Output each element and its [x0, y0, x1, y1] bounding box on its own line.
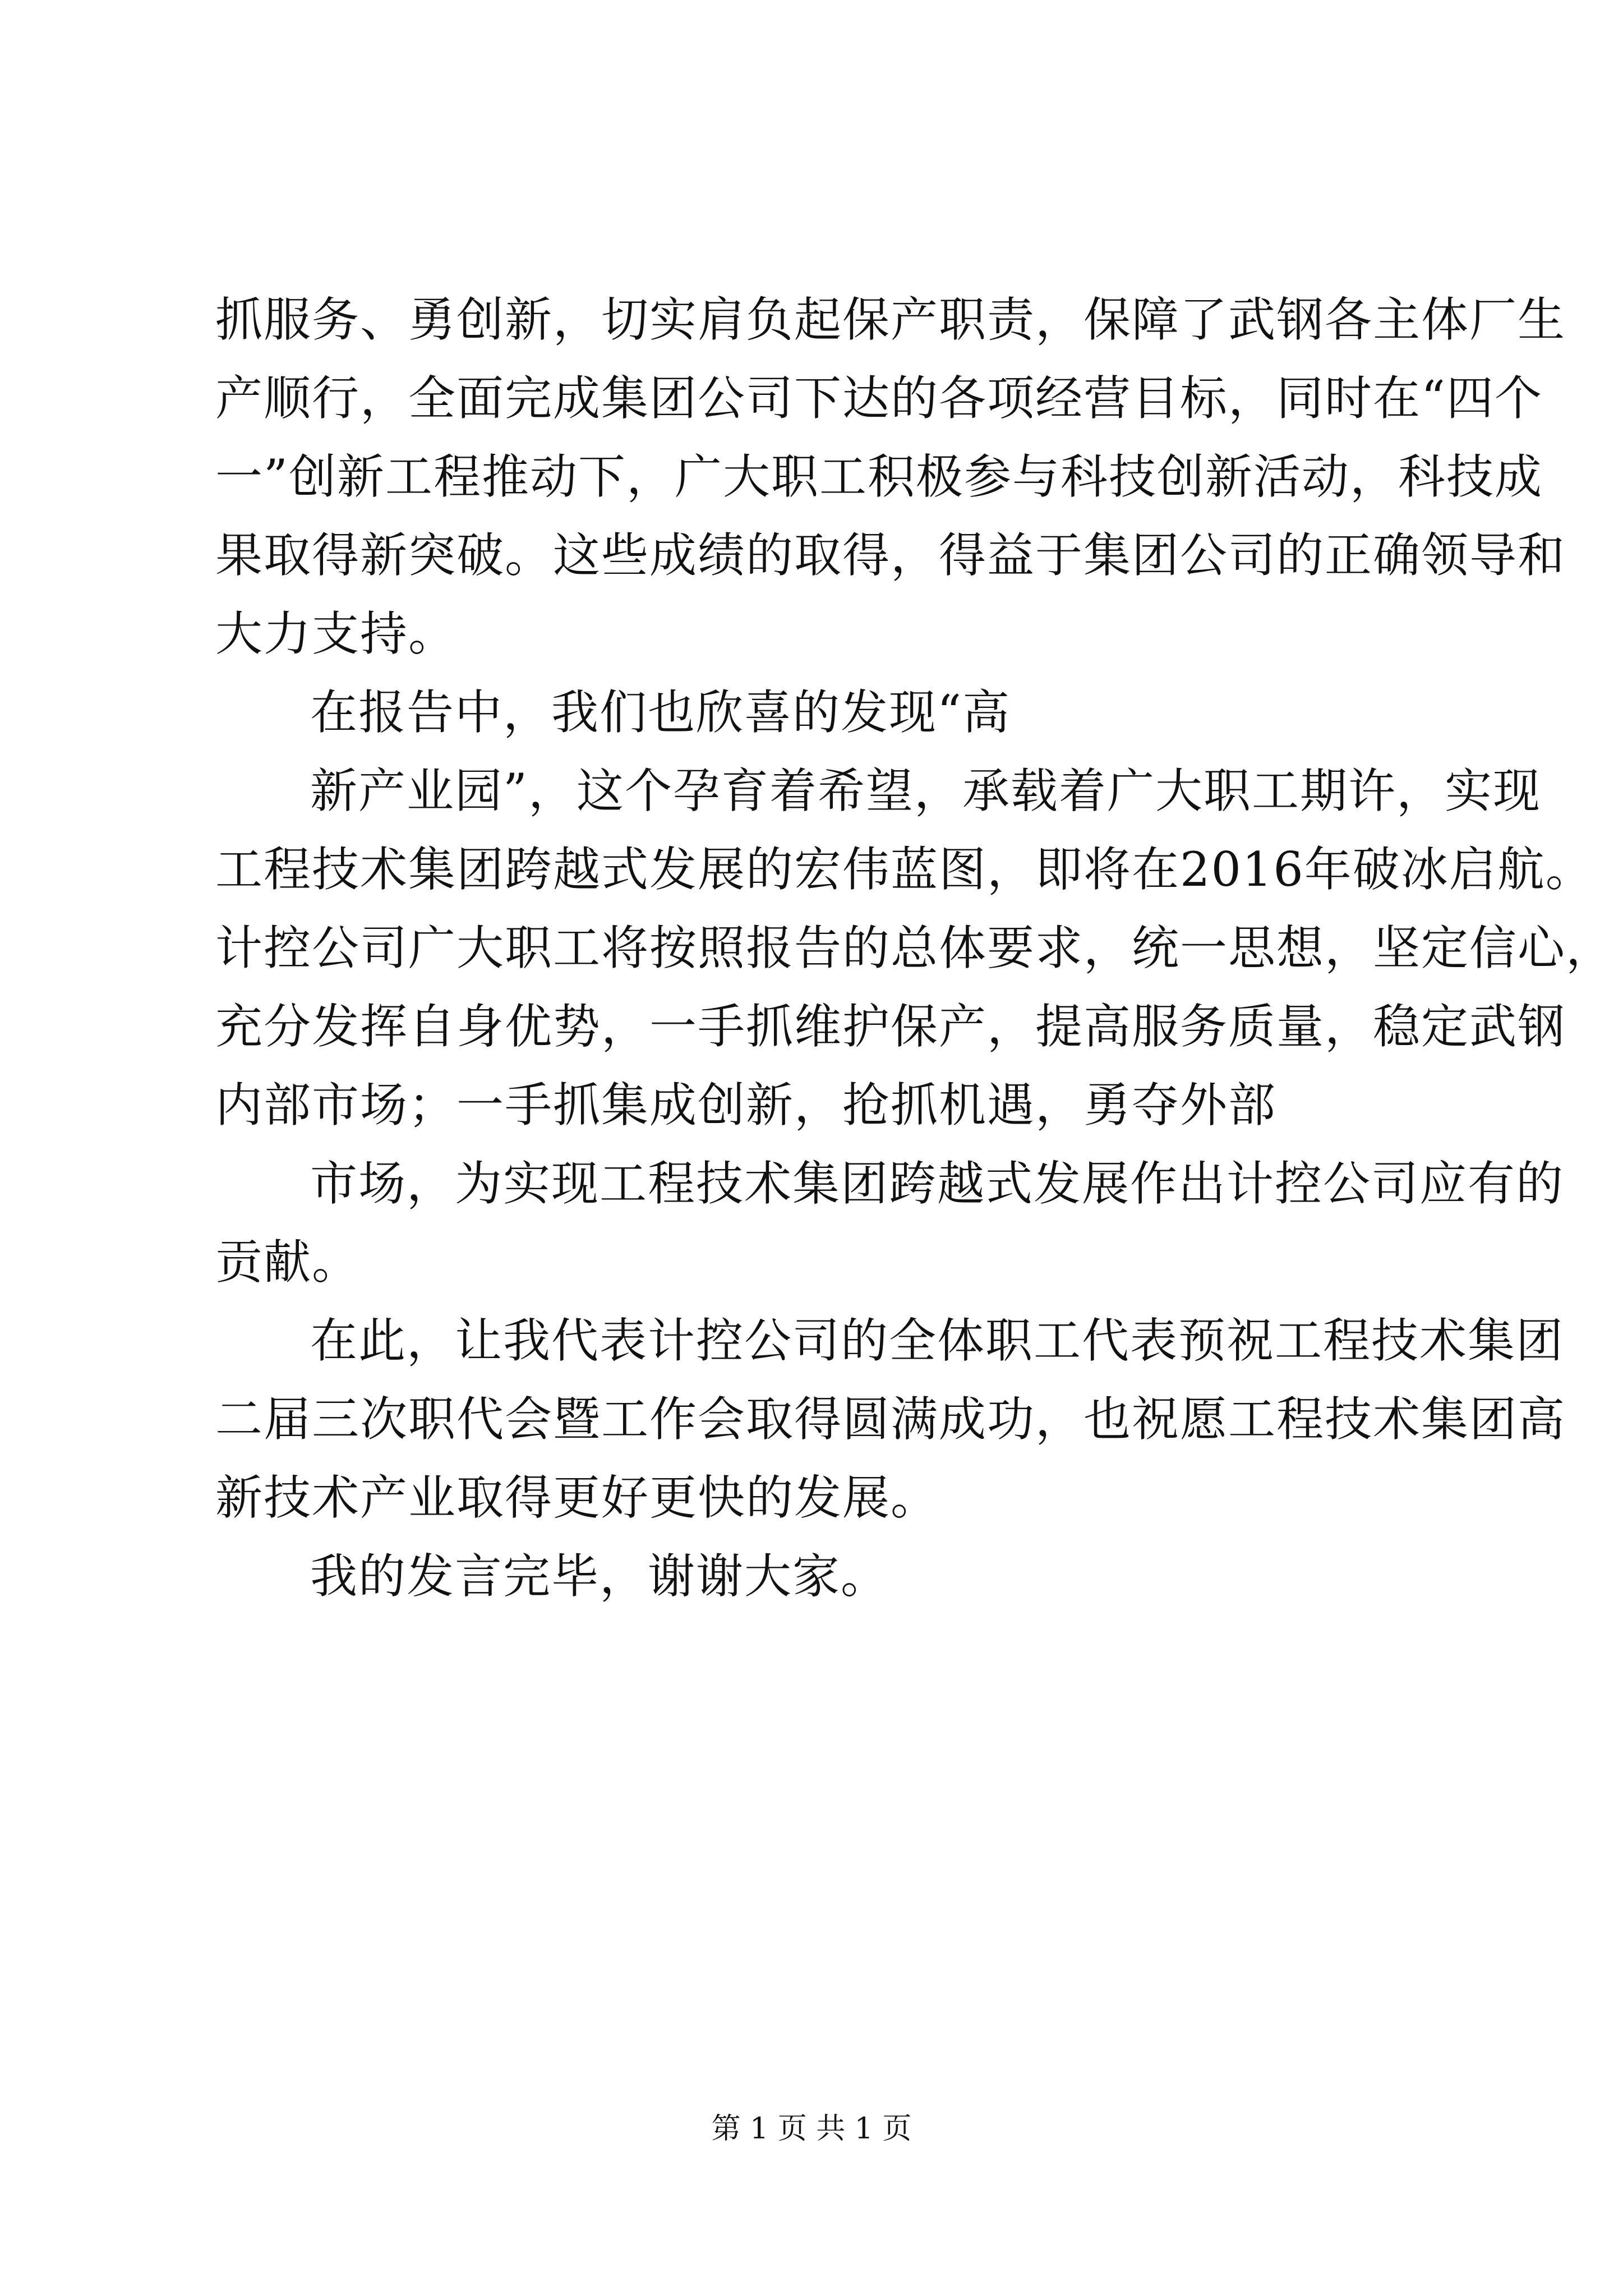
paragraph-line: 一”创新工程推动下，广大职工积极参与科技创新活动，科技成 [215, 449, 1543, 504]
paragraph-line: 在此，让我代表计控公司的全体职工代表预祝工程技术集团 [310, 1313, 1565, 1368]
paragraph-line: 内部市场；一手抓集成创新，抢抓机遇，勇夺外部 [215, 1078, 1277, 1133]
paragraph-line: 大力支持。 [215, 606, 457, 661]
paragraph-line: 新技术产业取得更好更快的发展。 [215, 1470, 939, 1525]
paragraph-line: 二届三次职代会暨工作会取得圆满成功，也祝愿工程技术集团高 [215, 1392, 1566, 1447]
paragraph-line: 我的发言完毕，谢谢大家。 [310, 1549, 889, 1604]
paragraph-line: 市场，为实现工程技术集团跨越式发展作出计控公司应有的 [310, 1156, 1565, 1211]
paragraph-line: 产顺行，全面完成集团公司下达的各项经营目标，同时在“四个 [215, 371, 1543, 426]
paragraph-line: 在报告中，我们也欣喜的发现“高 [310, 685, 1011, 740]
paragraph-line: 计控公司广大职工将按照报告的总体要求，统一思想，坚定信心， [215, 921, 1615, 976]
paragraph-line: 工程技术集团跨越式发展的宏伟蓝图，即将在2016年破冰启航。 [215, 842, 1594, 897]
paragraph-line: 充分发挥自身优势，一手抓维护保产，提高服务质量，稳定武钢 [215, 999, 1566, 1054]
paragraph-line: 抓服务、勇创新，切实肩负起保产职责，保障了武钢各主体厂生 [215, 292, 1566, 347]
paragraph-line: 果取得新突破。这些成绩的取得，得益于集团公司的正确领导和 [215, 528, 1566, 583]
paragraph-line: 新产业园”，这个孕育着希望，承载着广大职工期许，实现 [310, 763, 1541, 818]
page-footer: 第 1 页 共 1 页 [711, 2112, 912, 2146]
paragraph-line: 贡献。 [215, 1235, 361, 1290]
